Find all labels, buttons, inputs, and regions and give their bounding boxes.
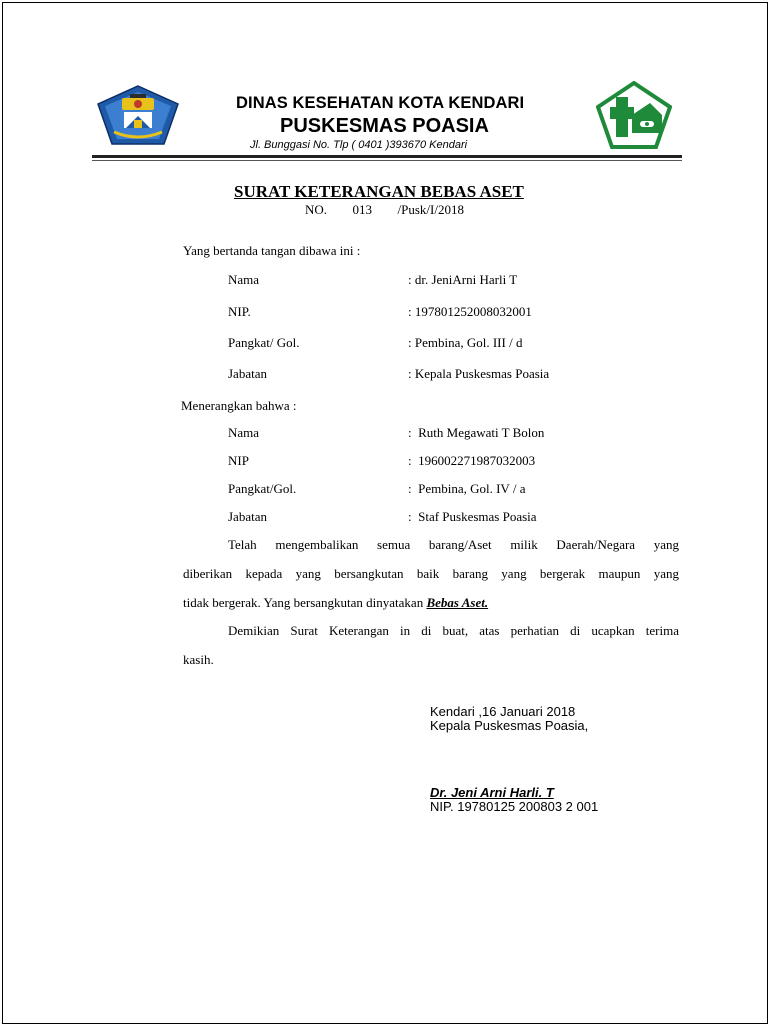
bebas-aset-emphasis: Bebas Aset.: [426, 595, 489, 610]
subject-position-label: Jabatan: [228, 509, 267, 524]
signer-position-value: : Kepala Puskesmas Poasia: [408, 366, 550, 381]
signer-nip-value: : 197801252008032001: [408, 304, 532, 319]
header-rule-thin: [92, 160, 682, 161]
subject-name-value: : Ruth Megawati T Bolon: [408, 425, 545, 440]
intro-text: Yang bertanda tangan dibawa ini :: [183, 243, 361, 258]
subject-name-label: Nama: [228, 425, 260, 440]
institution-address: Jl. Bunggasi No. Tlp ( 0401 )393670 Kendari: [250, 139, 468, 151]
agency-name: DINAS KESEHATAN KOTA KENDARI: [236, 94, 525, 112]
declares-text: Menerangkan bahwa :: [181, 398, 297, 413]
signer-name-value: : dr. JeniArni Harli T: [408, 272, 518, 287]
body-p1-line2: diberikan kepada yang bersangkutan baik barang yang bergerak maupun yang: [183, 566, 679, 581]
body-p1-line3-text: tidak bergerak. Yang bersangkutan dinyatakan: [183, 595, 427, 610]
puskesmas-logo-icon: [596, 81, 672, 149]
signature-place-date: Kendari ,16 Januari 2018: [430, 704, 576, 719]
document-title: SURAT KETERANGAN BEBAS ASET: [234, 182, 524, 201]
kendari-emblem-icon: [96, 84, 180, 146]
subject-rank-value: : Pembina, Gol. IV / a: [408, 481, 526, 496]
signer-rank-label: Pangkat/ Gol.: [228, 335, 300, 350]
subject-position-value: : Staf Puskesmas Poasia: [408, 509, 537, 524]
body-paragraph-1: [183, 530, 679, 617]
body-paragraph-2: [183, 616, 679, 674]
body-p2-line1: Demikian Surat Keterangan in di buat, atas perhatian di ucapkan terima: [228, 623, 679, 638]
signature-nip: NIP. 19780125 200803 2 001: [430, 799, 599, 814]
body-p1-line3: [183, 588, 679, 617]
signer-nip-label: NIP.: [228, 304, 251, 319]
subject-nip-value: : 196002271987032003: [408, 453, 536, 468]
signer-rank-value: : Pembina, Gol. III / d: [408, 335, 523, 350]
subject-rank-label: Pangkat/Gol.: [228, 481, 297, 496]
signer-position-label: Jabatan: [228, 366, 267, 381]
body-p2-line2: kasih.: [183, 652, 214, 667]
header-rule-thick: [92, 155, 682, 158]
body-p1-line1: Telah mengembalikan semua barang/Aset milik Daerah/Negara yang: [228, 537, 679, 552]
subject-nip-label: NIP: [228, 453, 249, 468]
document-number: NO. 013 /Pusk/I/2018: [305, 202, 464, 217]
signer-name-label: Nama: [228, 272, 260, 287]
signature-position: Kepala Puskesmas Poasia,: [430, 718, 589, 733]
signature-name: Dr. Jeni Arni Harli. T: [430, 785, 554, 800]
institution-name: PUSKESMAS POASIA: [280, 115, 489, 137]
